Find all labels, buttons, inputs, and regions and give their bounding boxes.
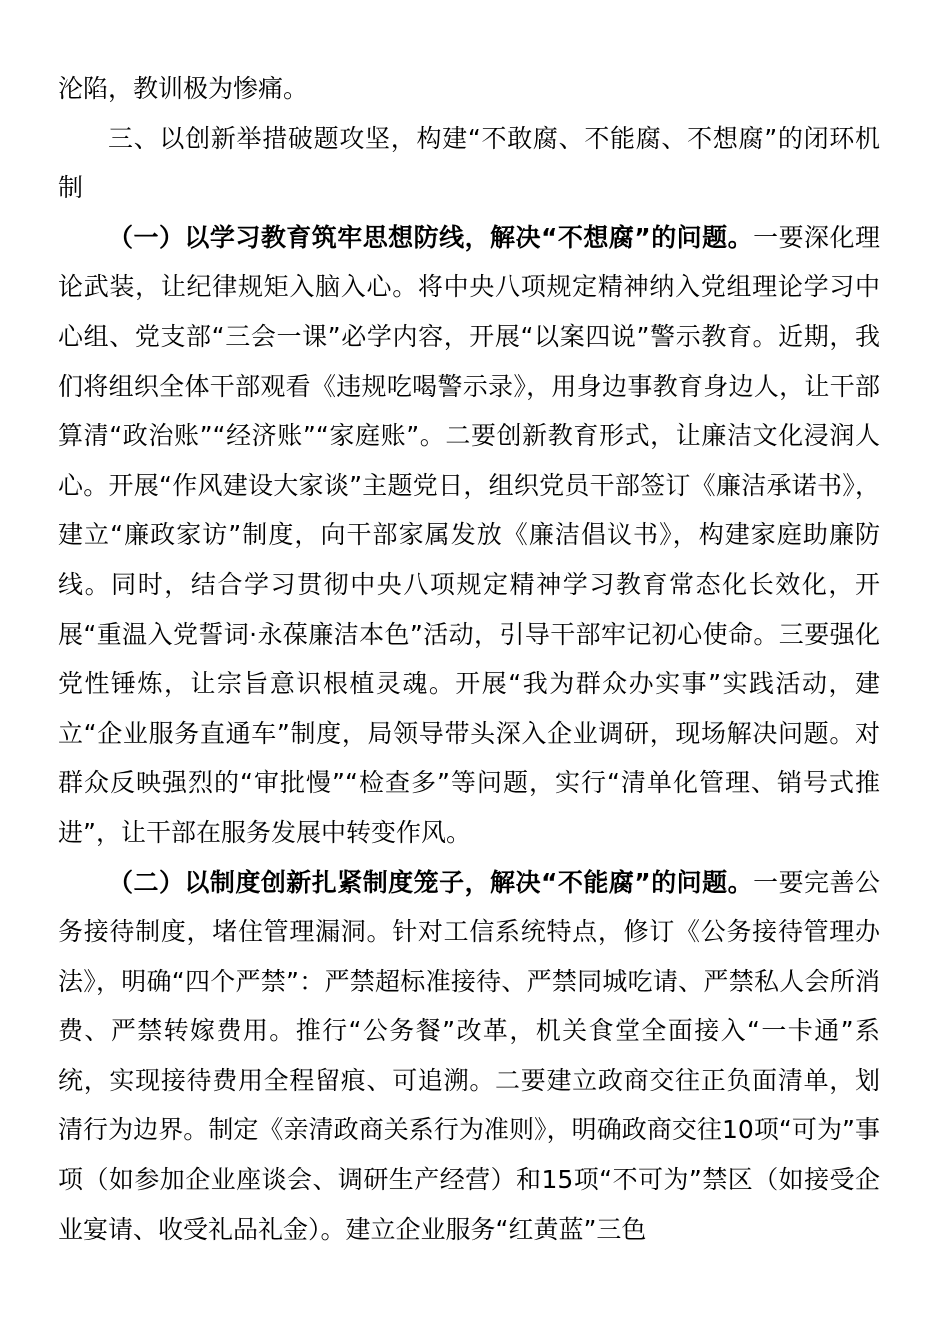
paragraph-subsection-one	[58, 213, 880, 858]
paragraph-continuation	[58, 64, 880, 114]
section-heading-three	[58, 114, 880, 213]
section-heading-text: 三、以创新举措破题攻坚，构建“不敢腐、不能腐、不想腐”的闭环机制	[58, 123, 880, 203]
subsection-body-two: 一要完善公务接待制度，堵住管理漏洞。针对工信系统特点，修订《公务接待管理办法》，明确“四个严禁”：严禁超标准接待、严禁同城吃请、严禁私人会所消费、严禁转嫁费用。推行“公务餐”改革，机关食堂全面接入“一卡通”系统，实现接待费用全程留痕、可追溯。二要建立政商交往正负面清单，划清行为边界。制定《亲清政商关系行为准则》，明确政商交往10项“可为”事项（如参加企业座谈会、调研生产经营）和15项“不可为”禁区（如接受企业宴请、收受礼品礼金）。建立企业服务“红黄蓝”三色	[58, 867, 880, 1244]
document-body	[58, 64, 880, 1254]
subsection-heading-two: （二）以制度创新扎紧制度笼子，解决“不能腐”的问题。	[108, 867, 754, 897]
subsection-body-one: 一要深化理论武装，让纪律规矩入脑入心。将中央八项规定精神纳入党组理论学习中心组、党支部“三会一课”必学内容，开展“以案四说”警示教育。近期，我们将组织全体干部观看《违规吃喝警示录》，用身边事教育身边人，让干部算清“政治账”“经济账”“家庭账”。二要创新教育形式，让廉洁文化浸润人心。开展“作风建设大家谈”主题党日，组织党员干部签订《廉洁承诺书》，建立“廉政家访”制度，向干部家属发放《廉洁倡议书》，构建家庭助廉防线。同时，结合学习贯彻中央八项规定精神学习教育常态化长效化，开展“重温入党誓词·永葆廉洁本色”活动，引导干部牢记初心使命。三要强化党性锤炼，让宗旨意识根植灵魂。开展“我为群众办实事”实践活动，建立“企业服务直通车”制度，局领导带头深入企业调研，现场解决问题。对群众反映强烈的“审批慢”“检查多”等问题，实行“清单化管理、销号式推进”，让干部在服务发展中转变作风。	[58, 222, 880, 847]
subsection-heading-one: （一）以学习教育筑牢思想防线，解决“不想腐”的问题。	[108, 222, 754, 252]
paragraph-subsection-two	[58, 858, 880, 1255]
paragraph-text: 沦陷，教训极为惨痛。	[58, 74, 309, 103]
